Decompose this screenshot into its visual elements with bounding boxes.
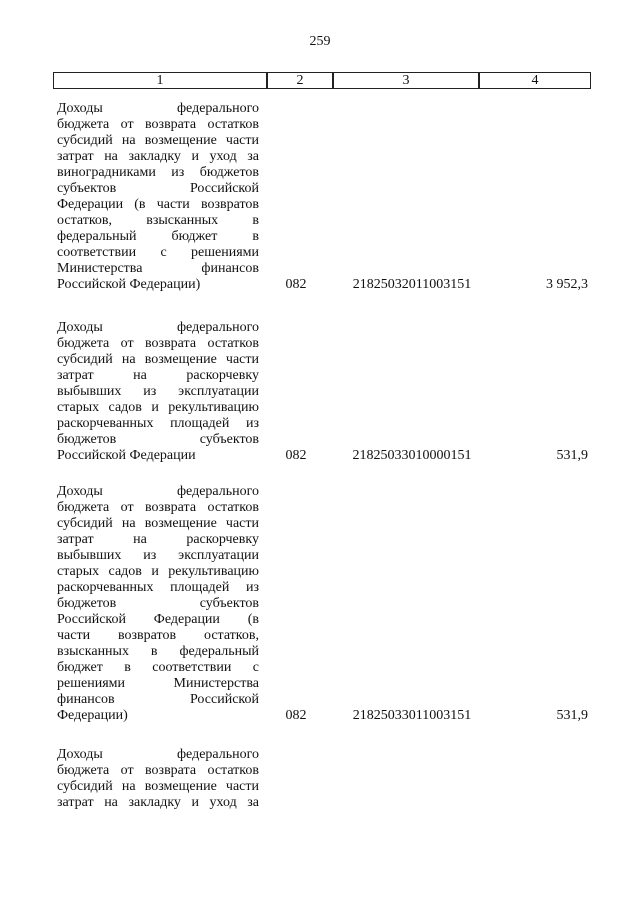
description-line: бюджета от возврата остатков <box>57 336 259 351</box>
description-line: старых садов и рекультивацию <box>57 400 259 415</box>
row-description <box>57 747 259 811</box>
description-line: бюджета от возврата остатков <box>57 763 259 778</box>
description-line: выбывших из эксплуатации <box>57 384 259 399</box>
description-line: субсидий на возмещение части <box>57 133 259 148</box>
column-4-header: 4 <box>478 73 590 88</box>
description-line: Российской Федерации) <box>57 277 201 292</box>
description-line: затрат на закладку и уход за <box>57 795 259 810</box>
description-line: Доходы федерального <box>57 747 259 762</box>
description-line: затрат на раскорчевку <box>57 368 259 383</box>
description-line: бюджета от возврата остатков <box>57 500 259 515</box>
table-header-row <box>53 72 591 89</box>
description-line: субсидий на возмещение части <box>57 779 259 794</box>
description-line: федеральный бюджет в <box>57 229 259 244</box>
admin-code: 082 <box>285 708 307 723</box>
description-line: финансов Российской <box>57 692 259 707</box>
description-line: Доходы федерального <box>57 101 259 116</box>
description-line: бюджет в соответствии с <box>57 660 259 675</box>
budget-classification-code: 21825032011003151 <box>352 277 472 292</box>
description-line: Доходы федерального <box>57 484 259 499</box>
row-description <box>57 484 259 724</box>
description-line: затрат на закладку и уход за <box>57 149 259 164</box>
column-2-header: 2 <box>266 73 332 88</box>
description-line: затрат на раскорчевку <box>57 532 259 547</box>
description-line: субсидий на возмещение части <box>57 516 259 531</box>
amount-value: 531,9 <box>556 708 588 723</box>
amount-value: 531,9 <box>556 448 588 463</box>
row-description <box>57 320 259 464</box>
row-description <box>57 101 259 293</box>
admin-code: 082 <box>285 448 307 463</box>
description-line: бюджетов субъектов <box>57 596 259 611</box>
description-line: Федерации (в части возвратов <box>57 197 259 212</box>
page-number: 259 <box>309 34 331 49</box>
description-line: старых садов и рекультивацию <box>57 564 259 579</box>
description-line: остатков, взысканных в <box>57 213 259 228</box>
description-line: субъектов Российской <box>57 181 259 196</box>
budget-classification-code: 21825033010000151 <box>352 448 472 463</box>
budget-classification-code: 21825033011003151 <box>352 708 472 723</box>
description-line: Российской Федерации (в <box>57 612 259 627</box>
description-line: Доходы федерального <box>57 320 259 335</box>
description-line: соответствии с решениями <box>57 245 259 260</box>
description-line: раскорчеванных площадей из <box>57 416 259 431</box>
description-line: бюджета от возврата остатков <box>57 117 259 132</box>
amount-value: 3 952,3 <box>546 277 588 292</box>
column-3-header: 3 <box>332 73 478 88</box>
description-line: субсидий на возмещение части <box>57 352 259 367</box>
description-line: решениями Министерства <box>57 676 259 691</box>
description-line: Министерства финансов <box>57 261 259 276</box>
description-line: выбывших из эксплуатации <box>57 548 259 563</box>
column-1-header: 1 <box>156 72 164 88</box>
description-line: взысканных в федеральный <box>57 644 259 659</box>
description-line: части возвратов остатков, <box>57 628 259 643</box>
description-line: раскорчеванных площадей из <box>57 580 259 595</box>
description-line: Российской Федерации <box>57 448 196 463</box>
description-line: Федерации) <box>57 708 128 723</box>
admin-code: 082 <box>285 277 307 292</box>
description-line: виноградниками из бюджетов <box>57 165 259 180</box>
description-line: бюджетов субъектов <box>57 432 259 447</box>
